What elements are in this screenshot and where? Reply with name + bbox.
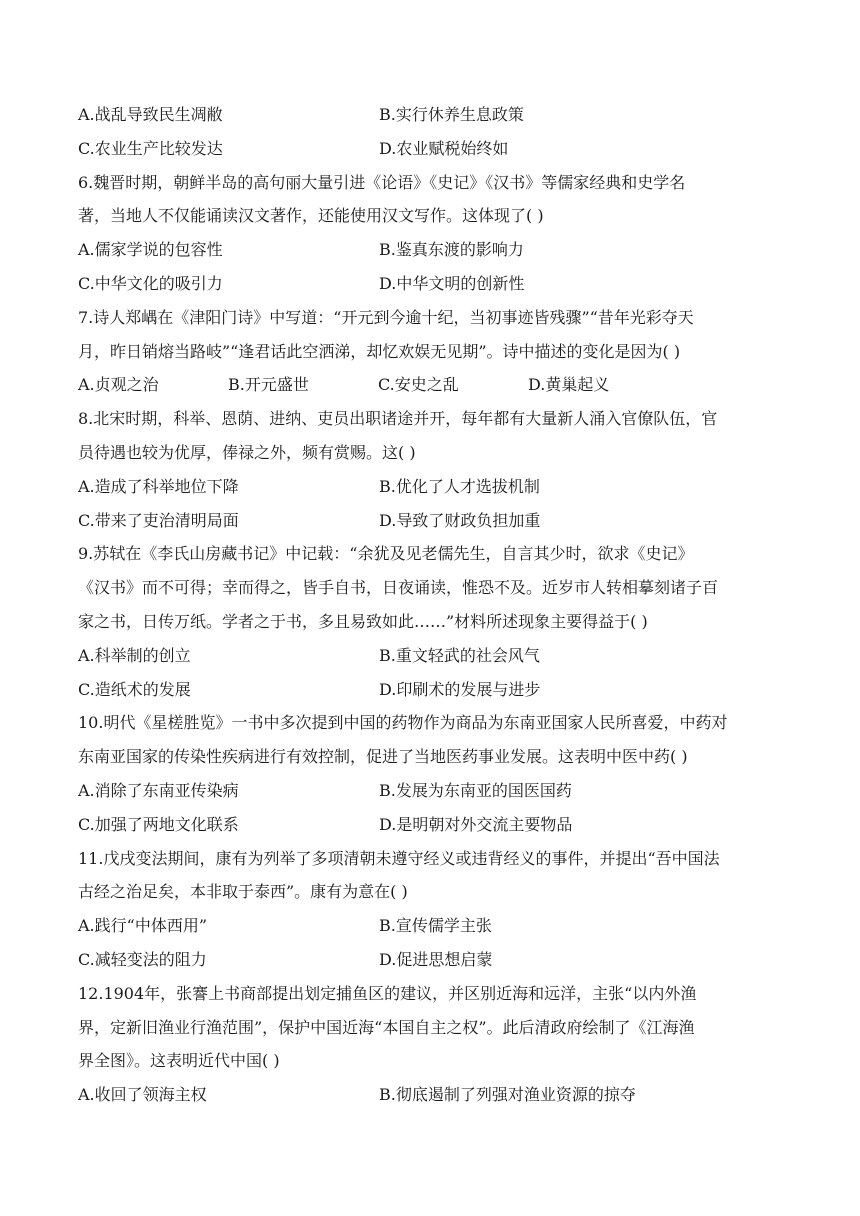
option-a: A.战乱导致民生凋敝 bbox=[78, 105, 223, 124]
option-a: A.科举制的创立 bbox=[78, 645, 191, 665]
exam-page bbox=[78, 98, 782, 1112]
option-a: A.贞观之治 bbox=[78, 375, 159, 395]
question-stem-line: 界全图》。这表明近代中国( ) bbox=[78, 1051, 280, 1071]
question-5 bbox=[78, 98, 782, 166]
question-6 bbox=[78, 166, 782, 301]
question-7 bbox=[78, 301, 782, 402]
question-stem-line: 《汉书》而不可得；幸而得之，皆手自书，日夜诵读，惟恐不及。近岁市人转相摹刻诸子百 bbox=[78, 578, 719, 598]
question-stem-line: 9.苏轼在《李氏山房藏书记》中记载：“余犹及见老儒先生，自言其少时，欲求《史记》 bbox=[78, 544, 694, 564]
options-row bbox=[78, 368, 782, 402]
option-b: B.优化了人才选拔机制 bbox=[379, 476, 540, 496]
option-b: B.开元盛世 bbox=[228, 375, 309, 395]
question-stem-line: 10.明代《星槎胜览》一书中多次提到中国的药物作为商品为东南亚国家人民所喜爱，中药对 bbox=[78, 713, 728, 733]
options-row bbox=[78, 267, 782, 301]
option-d: D.中华文明的创新性 bbox=[379, 273, 525, 293]
options-row bbox=[78, 774, 782, 808]
option-c: C.带来了吏治清明局面 bbox=[78, 510, 239, 530]
options-row bbox=[78, 909, 782, 943]
option-b: B.重文轻武的社会风气 bbox=[379, 645, 540, 665]
question-stem-line: 月，昨日销熔当路岐”“逢君话此空洒涕，却忆欢娱无见期”。诗中描述的变化是因为( ) bbox=[78, 341, 681, 361]
option-b: B.宣传儒学主张 bbox=[379, 916, 492, 936]
options-row bbox=[78, 943, 782, 977]
options-row bbox=[78, 233, 782, 267]
option-b: B.实行休养生息政策 bbox=[379, 105, 524, 124]
options-row bbox=[78, 98, 782, 132]
question-stem-line: 7.诗人郑嵎在《津阳门诗》中写道：“开元到今逾十纪，当初事迹皆残骤”“昔年光彩夺天 bbox=[78, 307, 694, 327]
question-stem-line: 古经之治足矣，本非取于泰西”。康有为意在( ) bbox=[78, 882, 408, 902]
question-11 bbox=[78, 842, 782, 977]
question-stem-line: 员待遇也较为优厚，俸禄之外，频有赏赐。这( ) bbox=[78, 442, 416, 462]
question-9 bbox=[78, 537, 782, 706]
option-c: C.减轻变法的阻力 bbox=[78, 949, 207, 969]
options-row bbox=[78, 132, 782, 166]
option-d: D.黄巢起义 bbox=[528, 375, 610, 395]
option-c: C.安史之乱 bbox=[378, 375, 459, 395]
question-stem-line: 著，当地人不仅能诵读汉文著作，还能使用汉文写作。这体现了( ) bbox=[78, 206, 544, 226]
question-stem-line: 东南亚国家的传染性疾病进行有效控制，促进了当地医药事业发展。这表明中医中药( ) bbox=[78, 747, 688, 767]
option-a: A.造成了科举地位下降 bbox=[78, 476, 239, 496]
option-c: C.造纸术的发展 bbox=[78, 679, 191, 699]
question-stem-line: 11.戊戌变法期间，康有为列举了多项清朝未遵守经义或违背经义的事件，并提出“吾中国法 bbox=[78, 848, 720, 868]
options-row bbox=[78, 1078, 782, 1112]
option-d: D.促进思想启蒙 bbox=[379, 949, 493, 969]
options-row bbox=[78, 673, 782, 707]
option-b: B.发展为东南亚的国医国药 bbox=[379, 780, 572, 800]
option-d: D.农业赋税始终如 bbox=[379, 138, 509, 158]
options-row bbox=[78, 504, 782, 538]
question-12 bbox=[78, 977, 782, 1112]
option-d: D.是明朝对外交流主要物品 bbox=[379, 814, 573, 834]
options-row bbox=[78, 639, 782, 673]
question-stem-line: 12.1904年，张謇上书商部提出划定捕鱼区的建议，并区别近海和远洋，主张“以内外渔 bbox=[78, 983, 697, 1003]
option-d: D.印刷术的发展与进步 bbox=[379, 679, 541, 699]
option-a: A.儒家学说的包容性 bbox=[78, 240, 223, 260]
option-b: B.鉴真东渡的影响力 bbox=[379, 240, 524, 260]
question-stem-line: 家之书，日传万纸。学者之于书，多且易致如此……”材料所述现象主要得益于( ) bbox=[78, 611, 648, 631]
question-stem-line: 6.魏晋时期，朝鲜半岛的高句丽大量引进《论语》《史记》《汉书》等儒家经典和史学名 bbox=[78, 172, 686, 192]
option-c: C.中华文化的吸引力 bbox=[78, 273, 223, 293]
option-c: C.加强了两地文化联系 bbox=[78, 814, 239, 834]
option-b: B.彻底遏制了列强对渔业资源的掠夺 bbox=[379, 1085, 636, 1105]
question-stem-line: 8.北宋时期，科举、恩荫、进纳、吏员出职诸途并开，每年都有大量新人涌入官僚队伍，官 bbox=[78, 409, 718, 429]
option-a: A.消除了东南亚传染病 bbox=[78, 780, 239, 800]
options-row bbox=[78, 808, 782, 842]
option-a: A.收回了领海主权 bbox=[78, 1085, 207, 1105]
question-stem-line: 界，定新旧渔业行渔范围”，保护中国近海“本国自主之权”。此后清政府绘制了《江海渔 bbox=[78, 1017, 695, 1037]
question-8 bbox=[78, 402, 782, 537]
question-10 bbox=[78, 706, 782, 841]
option-a: A.践行“中体西用” bbox=[78, 916, 208, 936]
option-d: D.导致了财政负担加重 bbox=[379, 510, 541, 530]
option-c: C.农业生产比较发达 bbox=[78, 138, 223, 158]
options-row bbox=[78, 470, 782, 504]
